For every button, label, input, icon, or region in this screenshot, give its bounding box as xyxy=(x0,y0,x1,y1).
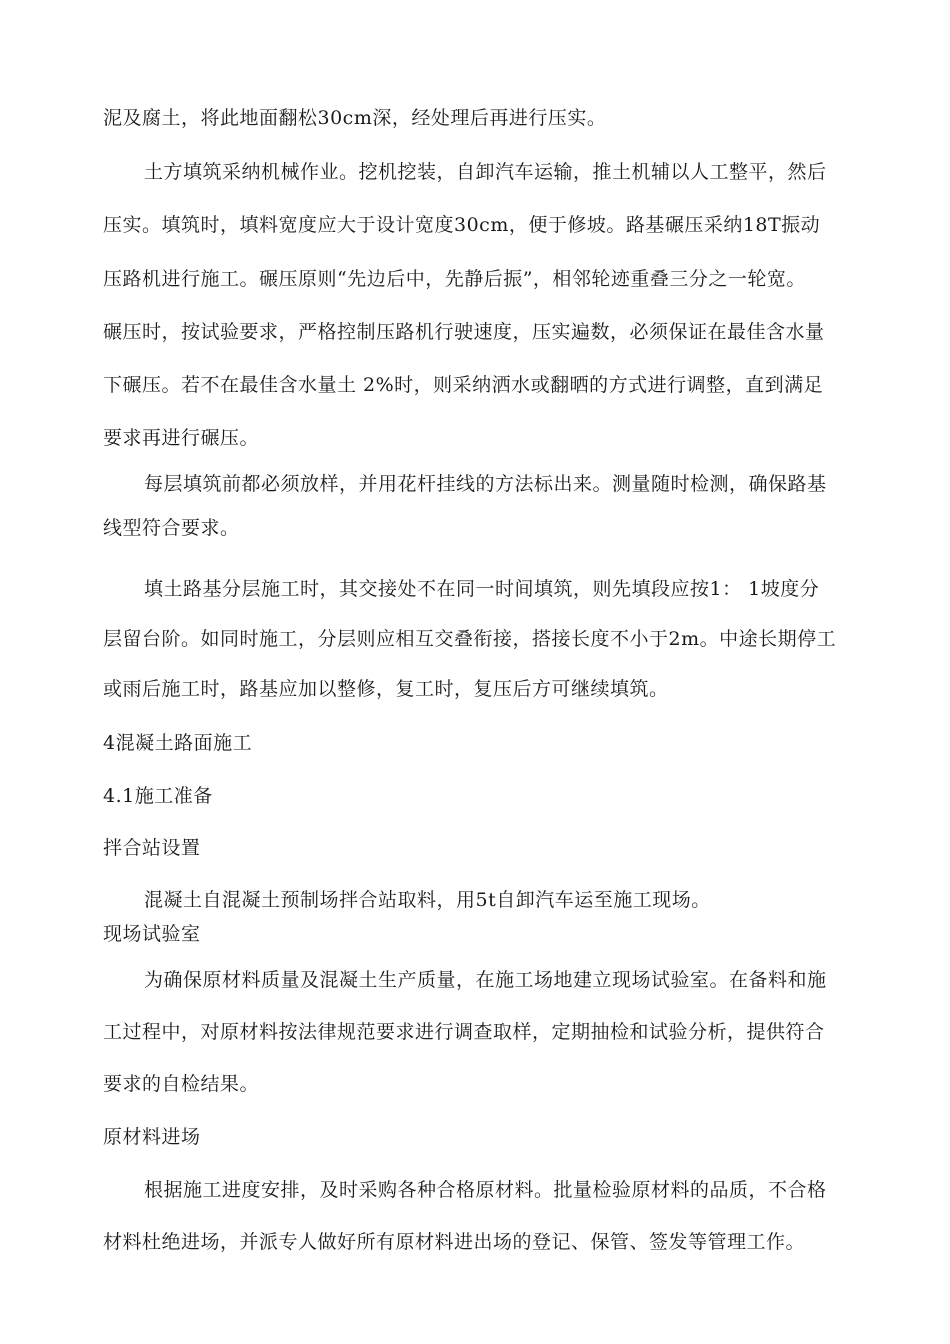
paragraph-first-line: 混凝土自混凝土预制场拌合站取料，用5t自卸汽车运至施工现场。 xyxy=(144,889,711,911)
text-line: 线型符合要求。 xyxy=(103,517,240,539)
text-line: 碾压时，按试验要求，严格控制压路机行驶速度，压实遍数，必须保证在最佳含水量 xyxy=(103,321,825,343)
text-line: 泥及腐土，将此地面翻松30cm深，经处理后再进行压实。 xyxy=(103,107,607,129)
text-line: 下碾压。若不在最佳含水量土 2%时，则采纳洒水或翻晒的方式进行调整，直到满足 xyxy=(103,374,824,396)
text-line: 要求的自检结果。 xyxy=(103,1073,260,1095)
topic-heading: 原材料进场 xyxy=(103,1126,201,1148)
text-line: 或雨后施工时，路基应加以整修，复工时，复压后方可继续填筑。 xyxy=(103,678,669,700)
text-line: 工过程中，对原材料按法律规范要求进行调查取样，定期抽检和试验分析，提供符合 xyxy=(103,1021,825,1043)
text-line: 材料杜绝进场，并派专人做好所有原材料进出场的登记、保管、签发等管理工作。 xyxy=(103,1231,806,1253)
subsection-heading: 4.1施工准备 xyxy=(103,785,213,807)
paragraph-first-line: 每层填筑前都必须放样，并用花杆挂线的方法标出来。测量随时检测，确保路基 xyxy=(144,473,827,495)
paragraph-first-line: 土方填筑采纳机械作业。挖机挖装，自卸汽车运输，推土机辅以人工整平，然后 xyxy=(144,161,827,183)
topic-heading: 现场试验室 xyxy=(103,923,201,945)
text-line: 要求再进行碾压。 xyxy=(103,427,260,449)
text-line: 压路机进行施工。碾压原则“先边后中，先静后振”，相邻轮迹重叠三分之一轮宽。 xyxy=(103,268,806,290)
text-line: 压实。填筑时，填料宽度应大于设计宽度30cm，便于修坡。路基碾压采纳18T振动 xyxy=(103,214,821,236)
topic-heading: 拌合站设置 xyxy=(103,837,201,859)
paragraph-first-line: 根据施工进度安排，及时采购各种合格原材料。批量检验原材料的品质，不合格 xyxy=(144,1179,827,1201)
paragraph-first-line: 填土路基分层施工时，其交接处不在同一时间填筑，则先填段应按1： 1坡度分 xyxy=(144,578,820,600)
text-line: 层留台阶。如同时施工，分层则应相互交叠衔接，搭接长度不小于2m。中途长期停工 xyxy=(103,628,837,650)
paragraph-first-line: 为确保原材料质量及混凝土生产质量，在施工场地建立现场试验室。在备料和施 xyxy=(144,969,827,991)
section-heading: 4混凝土路面施工 xyxy=(103,732,253,754)
